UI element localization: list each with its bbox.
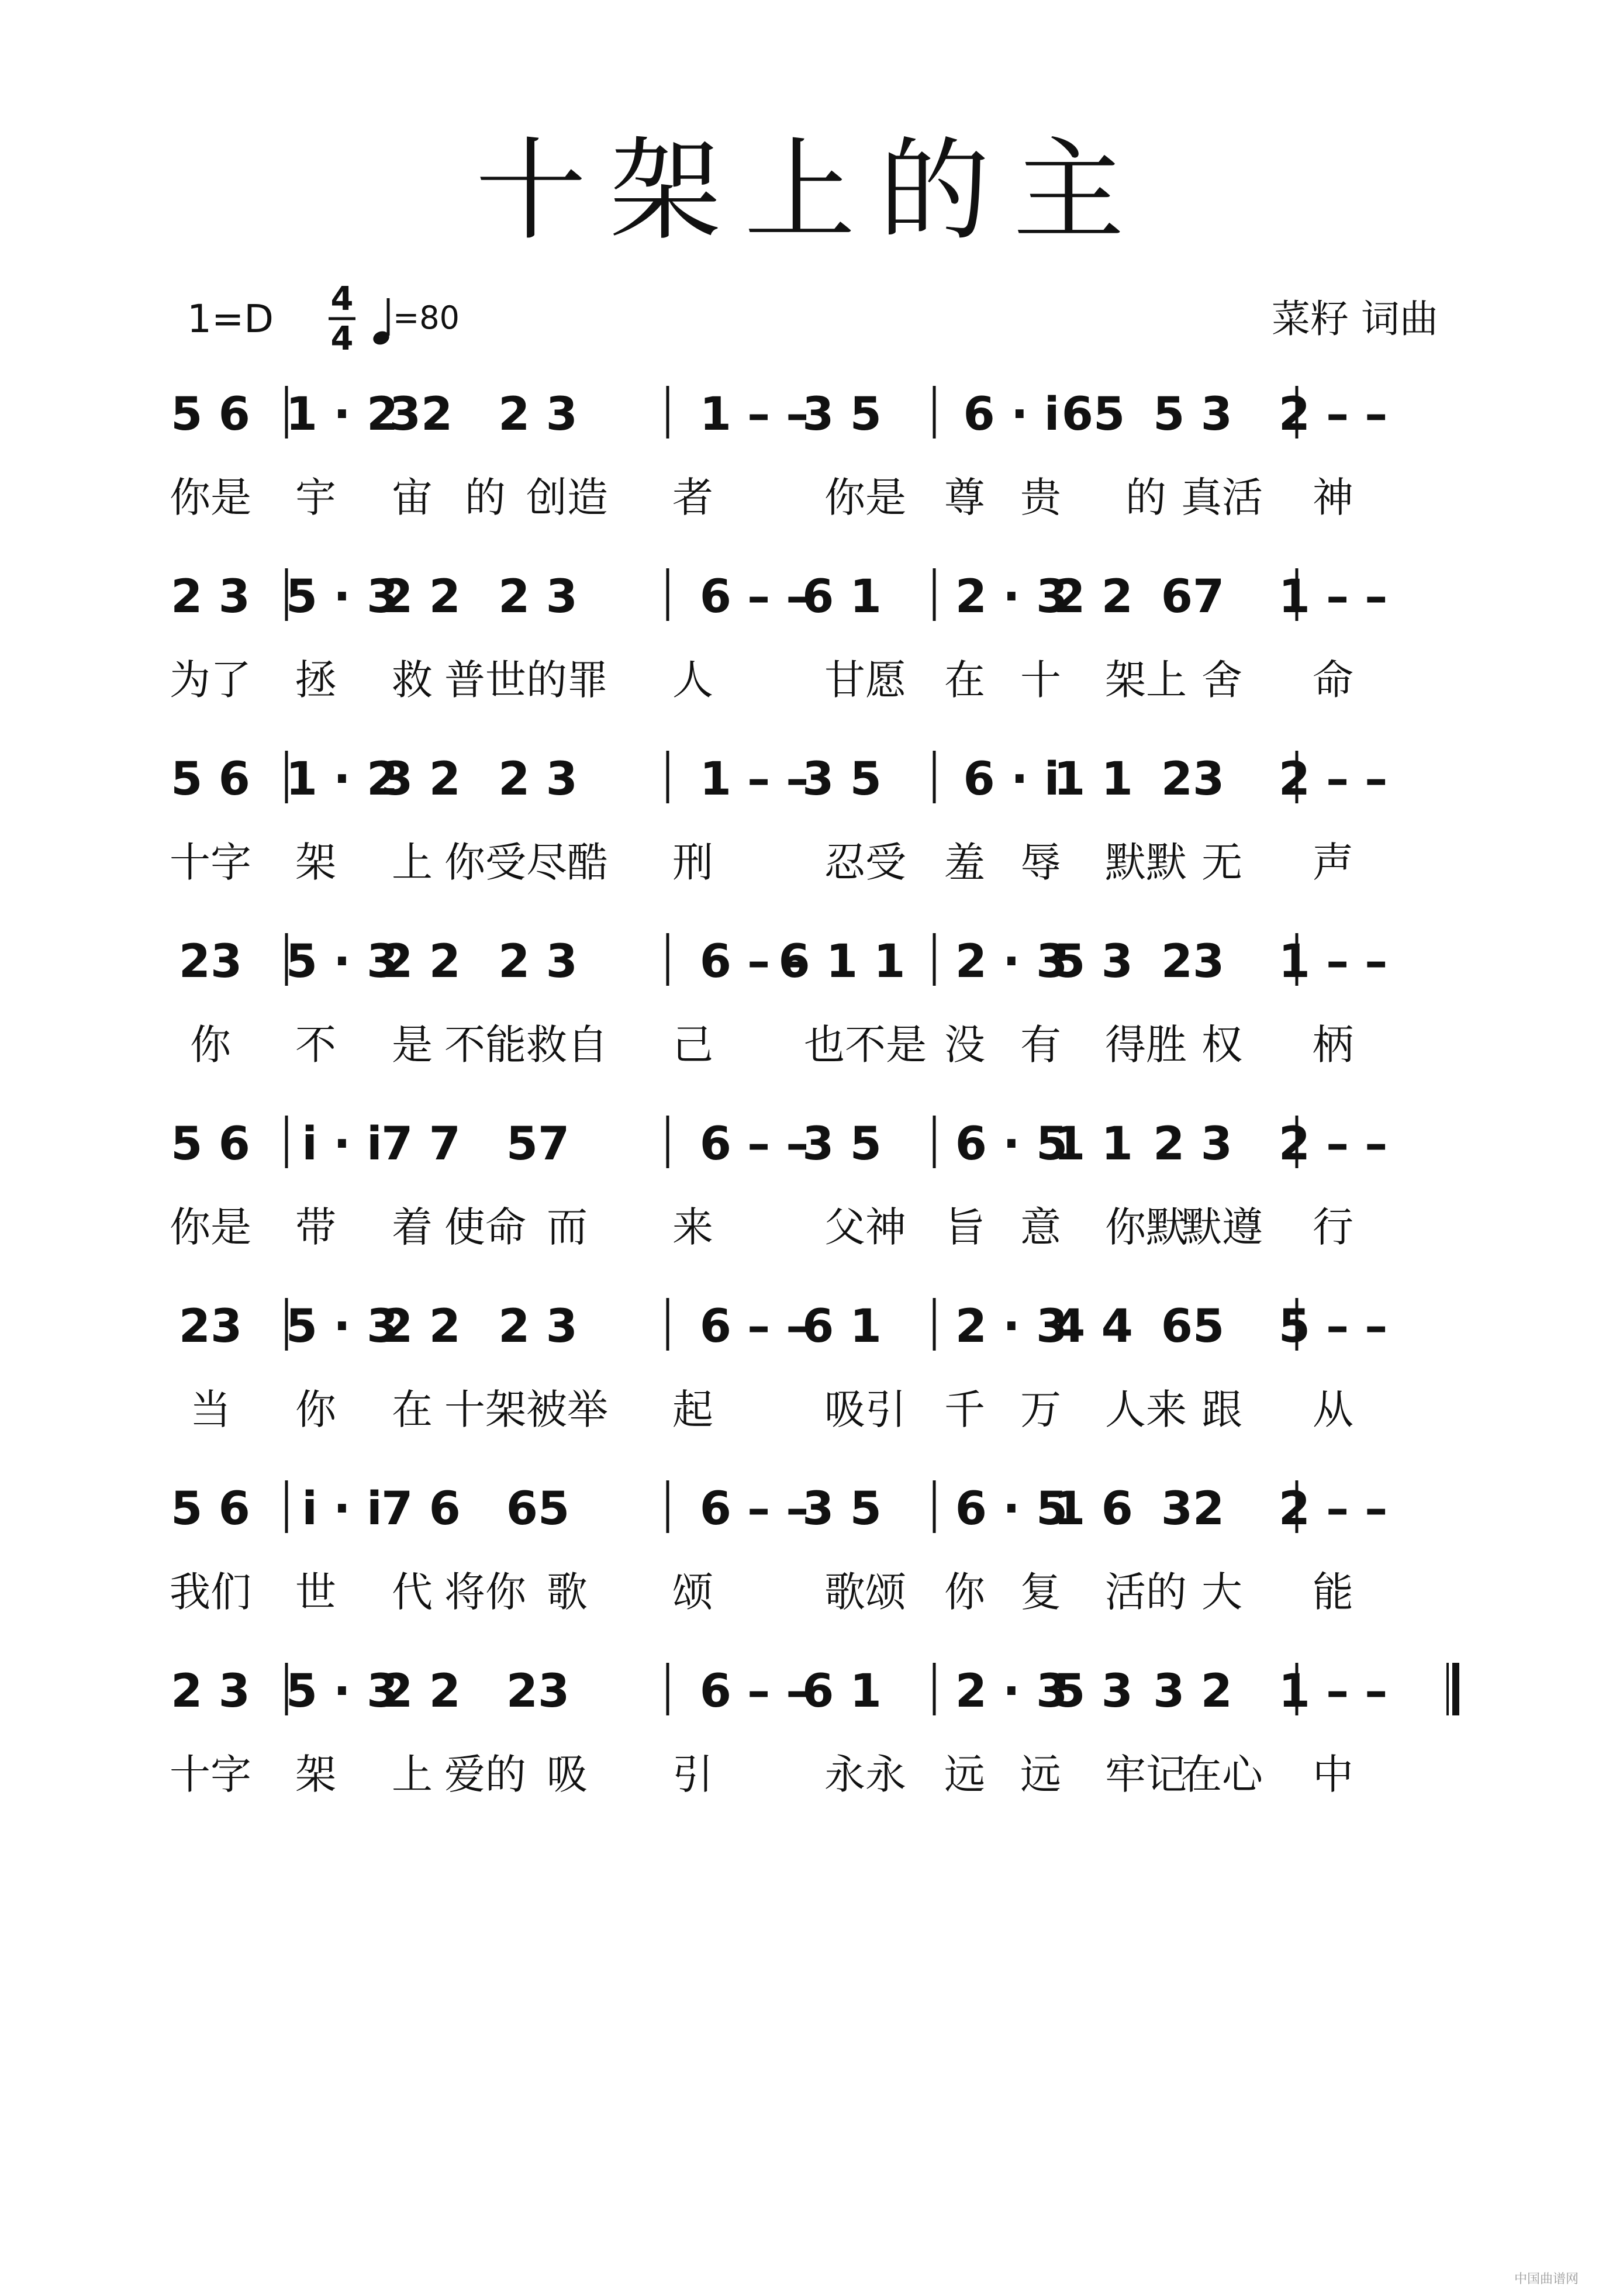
note-group: 3 5 — [802, 1118, 882, 1171]
note-group: 6 · i — [963, 753, 1060, 806]
lyric-syllable: 的 — [1125, 474, 1166, 522]
note-group: 2 3 — [498, 1300, 578, 1353]
lyric-syllable: 神 — [1313, 474, 1353, 522]
note-group: 3 5 — [802, 1483, 882, 1535]
note-group: 1 – – — [1278, 571, 1388, 623]
note-group: 2 3 — [498, 388, 578, 441]
lyric-syllable: 你是 — [170, 1203, 251, 1251]
note-group: 5 · 3 — [285, 935, 399, 988]
note-group: 6 1 — [802, 1665, 882, 1718]
note-group: 6 – – — [699, 1483, 809, 1535]
lyric-syllable: 远 — [1020, 1751, 1061, 1798]
note-group: 65 — [1061, 388, 1125, 441]
note-group: 7 7 — [381, 1118, 461, 1171]
lyric-syllable: 世 — [295, 1568, 336, 1616]
note-group: 5 6 — [171, 388, 250, 441]
note-group: 1 – – — [1278, 935, 1388, 988]
lyric-syllable: 你 — [944, 1568, 985, 1616]
note-group: 7 6 — [381, 1483, 461, 1535]
lyric-syllable: 当 — [190, 1386, 231, 1434]
lyric-syllable: 舍 — [1201, 656, 1242, 704]
note-group: 6 1 — [802, 1300, 882, 1353]
note-group: 5 · 3 — [285, 1300, 399, 1353]
note-group: 5 3 — [1153, 388, 1232, 441]
note-group: 2 3 — [171, 1665, 250, 1718]
music-systems — [170, 386, 1456, 1798]
key-signature: 1=D — [187, 296, 274, 341]
time-signature-bottom: 4 — [330, 320, 354, 358]
note-group: 23 — [506, 1665, 570, 1718]
note-group: 3 2 — [381, 753, 461, 806]
note-group: 4 4 — [1054, 1300, 1133, 1353]
note-group: 5 6 — [171, 1118, 250, 1171]
lyric-syllable: 默默 — [1105, 838, 1187, 886]
note-group: 6 1 1 — [778, 935, 906, 988]
lyric-syllable: 也不是 — [804, 1021, 927, 1069]
music-system — [170, 1480, 1387, 1616]
lyric-syllable: 起 — [672, 1386, 713, 1434]
lyric-syllable: 十字 — [170, 1751, 251, 1798]
note-group: 2 3 — [498, 753, 578, 806]
lyric-syllable: 架 — [295, 1751, 336, 1798]
lyric-syllable: 没 — [944, 1021, 985, 1069]
lyric-syllable: 我们 — [170, 1568, 251, 1616]
note-group: 3 5 — [802, 388, 882, 441]
note-group: i · i — [302, 1118, 382, 1171]
lyric-syllable: 忍受 — [824, 838, 906, 886]
note-group: 2 – – — [1278, 1483, 1388, 1535]
lyric-syllable: 声 — [1313, 838, 1353, 886]
note-group: 2 2 — [1054, 571, 1133, 623]
note-group: 6 · 5 — [955, 1483, 1068, 1535]
note-group: 2 3 — [171, 571, 250, 623]
note-group: 6 · i — [963, 388, 1060, 441]
note-group: 5 3 — [1054, 1665, 1133, 1718]
note-group: 2 2 — [381, 571, 461, 623]
lyric-syllable: 上 — [392, 838, 433, 886]
note-group: 1 · 2 — [285, 388, 399, 441]
lyric-syllable: 的 — [465, 474, 506, 522]
lyric-syllable: 行 — [1313, 1203, 1353, 1251]
lyric-syllable: 在 — [944, 656, 985, 704]
lyric-syllable: 旨 — [944, 1203, 985, 1251]
note-group: 6 – – — [699, 1118, 809, 1171]
lyric-syllable: 吸 — [547, 1751, 588, 1798]
lyric-syllable: 将你 — [444, 1568, 526, 1616]
lyric-syllable: 在心 — [1181, 1751, 1263, 1798]
note-group: 3 2 — [1153, 1665, 1232, 1718]
note-group: 23 — [1161, 935, 1225, 988]
note-group: 32 — [1161, 1483, 1225, 1535]
note-group: 5 6 — [171, 753, 250, 806]
lyric-syllable: 大 — [1201, 1568, 1242, 1616]
lyric-syllable: 你是 — [170, 474, 251, 522]
lyric-syllable: 你 — [190, 1021, 231, 1069]
note-group: 32 — [389, 388, 453, 441]
lyric-syllable: 引 — [672, 1751, 713, 1798]
note-group: 5 6 — [171, 1483, 250, 1535]
lyric-syllable: 你 — [295, 1386, 336, 1434]
lyric-syllable: 活的 — [1105, 1568, 1187, 1616]
lyric-syllable: 是 — [392, 1021, 433, 1069]
lyric-syllable: 复 — [1020, 1568, 1061, 1616]
note-group: 2 · 3 — [955, 935, 1068, 988]
note-group: 2 · 3 — [955, 1665, 1068, 1718]
watermark: 中国曲谱网 — [1514, 2272, 1579, 2287]
lyric-syllable: 能 — [1313, 1568, 1353, 1616]
note-group: 23 — [1161, 753, 1225, 806]
note-group: 6 1 — [802, 571, 882, 623]
note-group: 3 5 — [802, 753, 882, 806]
lyric-syllable: 歌 — [547, 1568, 588, 1616]
song-title: 十架上的主 — [475, 126, 1148, 256]
lyric-syllable: 意 — [1020, 1203, 1061, 1251]
lyric-syllable: 创造 — [526, 474, 608, 522]
lyric-syllable: 歌颂 — [824, 1568, 906, 1616]
note-group: 5 · 3 — [285, 571, 399, 623]
lyric-syllable: 命 — [1313, 656, 1353, 704]
lyric-syllable: 者 — [672, 474, 713, 522]
lyric-syllable: 人 — [672, 656, 713, 704]
lyric-syllable: 无 — [1201, 838, 1242, 886]
lyric-syllable: 你是 — [824, 474, 906, 522]
note-group: 1 1 — [1054, 753, 1133, 806]
lyric-syllable: 颂 — [672, 1568, 713, 1616]
lyric-syllable: 不能 — [444, 1021, 526, 1069]
lyric-syllable: 权 — [1201, 1021, 1242, 1069]
music-system — [170, 1116, 1387, 1251]
lyric-syllable: 永永 — [824, 1751, 906, 1798]
lyric-syllable: 从 — [1313, 1386, 1353, 1434]
note-group: 67 — [1161, 571, 1225, 623]
lyric-syllable: 万 — [1020, 1386, 1061, 1434]
lyric-syllable: 跟 — [1201, 1386, 1242, 1434]
note-group: 1 6 — [1054, 1483, 1133, 1535]
lyric-syllable: 甘愿 — [824, 656, 906, 704]
lyric-syllable: 普世 — [444, 656, 526, 704]
lyric-syllable: 有 — [1020, 1021, 1061, 1069]
lyric-syllable: 吸引 — [824, 1386, 906, 1434]
tempo-marking: =80 — [393, 299, 460, 336]
note-group: 6 – – — [699, 935, 809, 988]
note-group: 1 1 — [1054, 1118, 1133, 1171]
note-group: 2 3 — [1153, 1118, 1232, 1171]
music-system — [170, 751, 1387, 886]
note-group: 2 2 — [381, 935, 461, 988]
note-group: 2 2 — [381, 1300, 461, 1353]
music-system — [170, 386, 1387, 522]
lyric-syllable: 尊 — [944, 474, 985, 522]
note-group: 2 3 — [498, 935, 578, 988]
composer-credit: 菜籽 词曲 — [1272, 296, 1438, 341]
time-signature-top: 4 — [330, 280, 354, 318]
lyric-syllable: 的罪 — [526, 656, 608, 704]
lyric-syllable: 你受 — [444, 838, 526, 886]
lyric-syllable: 架上 — [1105, 656, 1187, 704]
note-group: 2 · 3 — [955, 571, 1068, 623]
lyric-syllable: 代 — [392, 1568, 433, 1616]
note-group: 6 – – — [699, 1665, 809, 1718]
lyric-syllable: 十字 — [170, 838, 251, 886]
lyric-syllable: 着 — [392, 1203, 433, 1251]
lyric-syllable: 为了 — [170, 656, 251, 704]
music-system — [179, 933, 1388, 1069]
note-group: 1 – – — [699, 753, 809, 806]
note-group: 1 – – — [1278, 1665, 1388, 1718]
lyric-syllable: 而 — [547, 1203, 588, 1251]
lyric-syllable: 默遵 — [1181, 1203, 1263, 1251]
lyric-syllable: 带 — [295, 1203, 336, 1251]
note-group: 1 – – — [699, 388, 809, 441]
note-group: 65 — [1161, 1300, 1225, 1353]
lyric-syllable: 中 — [1313, 1751, 1353, 1798]
lyric-syllable: 父神 — [824, 1203, 906, 1251]
lyric-syllable: 使命 — [444, 1203, 526, 1251]
lyric-syllable: 刑 — [672, 838, 713, 886]
lyric-syllable: 得胜 — [1105, 1021, 1187, 1069]
note-group: 5 3 — [1054, 935, 1133, 988]
lyric-syllable: 拯 — [295, 656, 336, 704]
note-group: 5 – – — [1278, 1300, 1388, 1353]
note-group: 6 – – — [699, 1300, 809, 1353]
lyric-syllable: 爱的 — [444, 1751, 526, 1798]
lyric-syllable: 人来 — [1105, 1386, 1187, 1434]
note-group: 2 2 — [381, 1665, 461, 1718]
note-group: 2 3 — [498, 571, 578, 623]
note-group: 2 – – — [1278, 753, 1388, 806]
note-group: 23 — [178, 935, 243, 988]
lyric-syllable: 救 — [392, 656, 433, 704]
lyric-syllable: 己 — [672, 1021, 713, 1069]
lyric-syllable: 十 — [1020, 656, 1061, 704]
lyric-syllable: 远 — [944, 1751, 985, 1798]
quarter-note-icon — [371, 298, 391, 347]
lyric-syllable: 架 — [295, 838, 336, 886]
lyric-syllable: 宇 — [295, 474, 336, 522]
lyric-syllable: 不 — [295, 1021, 336, 1069]
note-group: 2 – – — [1278, 388, 1388, 441]
music-system — [170, 1663, 1456, 1798]
note-group: 6 · 5 — [955, 1118, 1068, 1171]
lyric-syllable: 辱 — [1020, 838, 1061, 886]
lyric-syllable: 上 — [392, 1751, 433, 1798]
note-group: 23 — [178, 1300, 243, 1353]
note-group: 2 – – — [1278, 1118, 1388, 1171]
lyric-syllable: 贵 — [1020, 474, 1061, 522]
lyric-syllable: 宙 — [392, 474, 433, 522]
lyric-syllable: 柄 — [1313, 1021, 1353, 1069]
note-group: 65 — [506, 1483, 570, 1535]
music-system — [179, 1298, 1388, 1434]
lyric-syllable: 羞 — [944, 838, 985, 886]
lyric-syllable: 被举 — [526, 1386, 608, 1434]
lyric-syllable: 牢记 — [1105, 1751, 1187, 1798]
lyric-syllable: 千 — [944, 1386, 985, 1434]
lyric-syllable: 真活 — [1181, 474, 1263, 522]
lyric-syllable: 你默 — [1105, 1203, 1187, 1251]
music-system — [170, 568, 1387, 704]
lyric-syllable: 十架 — [444, 1386, 526, 1434]
note-group: i · i — [302, 1483, 382, 1535]
note-group: 57 — [506, 1118, 570, 1171]
note-group: 6 – – — [699, 571, 809, 623]
lyric-syllable: 在 — [392, 1386, 433, 1434]
lyric-syllable: 来 — [672, 1203, 713, 1251]
note-group: 5 · 3 — [285, 1665, 399, 1718]
note-group: 2 · 3 — [955, 1300, 1068, 1353]
note-group: 1 · 2 — [285, 753, 399, 806]
lyric-syllable: 救自 — [526, 1021, 608, 1069]
lyric-syllable: 尽酷 — [526, 838, 608, 886]
